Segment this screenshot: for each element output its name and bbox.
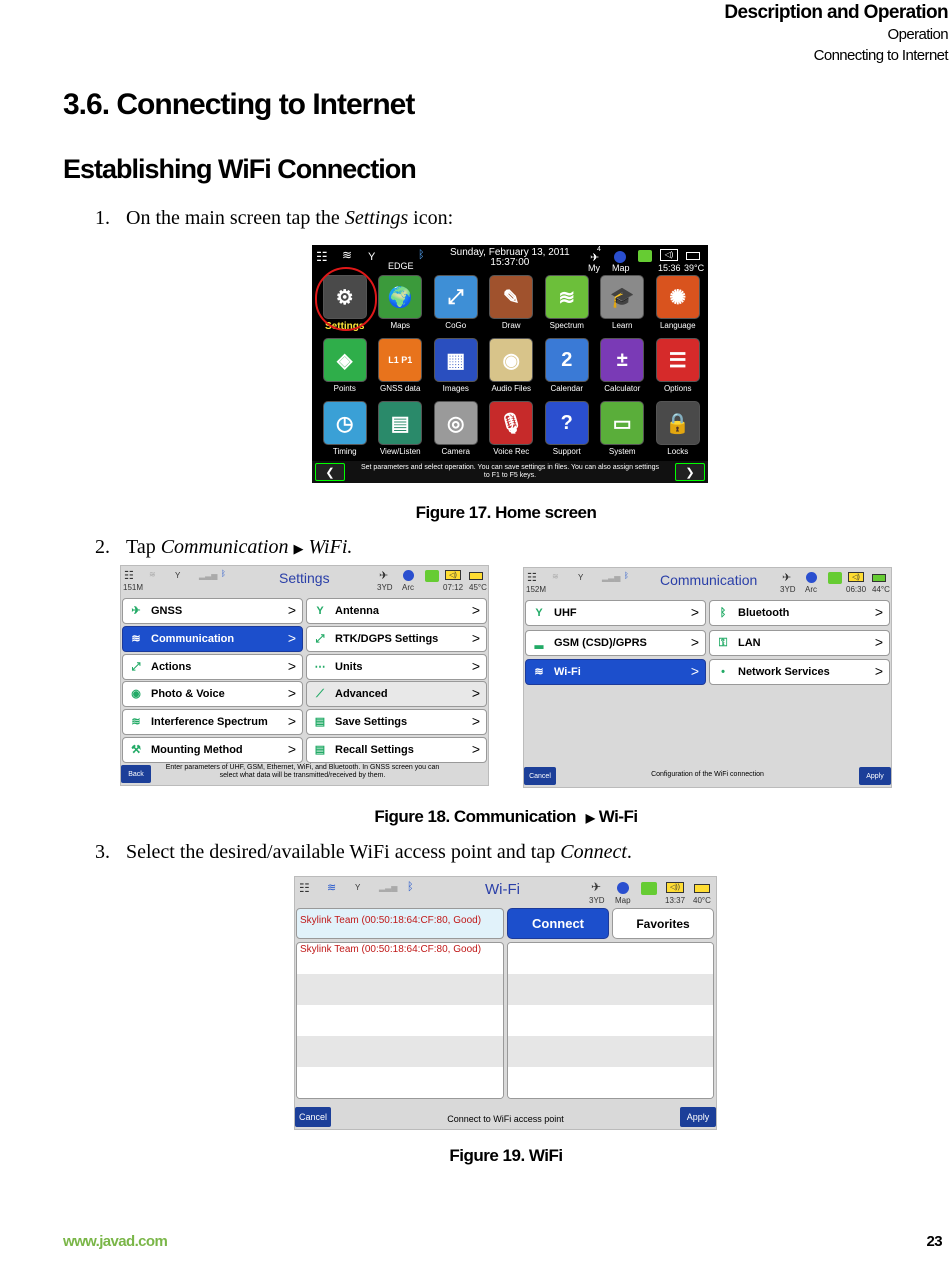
- chevron-right-icon: >: [690, 633, 699, 650]
- app-label: Camera: [441, 447, 470, 456]
- app-images[interactable]: [428, 338, 484, 396]
- status-toggle-icon: [638, 250, 652, 262]
- date-text: Sunday, February 13, 2011: [450, 247, 570, 258]
- actions-icon: ⤢: [131, 660, 141, 673]
- apply-button[interactable]: Apply: [680, 1107, 716, 1127]
- chevron-right-icon: >: [471, 741, 480, 757]
- app-label: Images: [442, 384, 469, 393]
- status-toggle-icon: [641, 882, 657, 895]
- network-icon: ☷: [527, 572, 537, 584]
- step-2: [95, 536, 352, 559]
- step-text: On the main screen tap the: [126, 207, 345, 229]
- menu-item-save-settings[interactable]: [306, 709, 487, 735]
- app-language[interactable]: [650, 275, 706, 333]
- satellite-icon: ✈: [590, 252, 600, 264]
- menu-item-units[interactable]: [306, 654, 487, 680]
- arc-label: Arc: [805, 585, 817, 594]
- speaker-icon: ◁)): [666, 882, 684, 893]
- interference-spectrum-icon: ≋: [131, 716, 141, 729]
- app-timing[interactable]: [317, 401, 373, 459]
- lan-icon: ⚿: [718, 636, 728, 649]
- app-label: Locks: [667, 447, 689, 456]
- chevron-right-icon: >: [874, 633, 883, 650]
- chevron-right-icon: >: [471, 713, 480, 730]
- menu-item-interference-spectrum[interactable]: [122, 709, 303, 735]
- app-draw[interactable]: [484, 275, 540, 333]
- language-icon: ✺: [656, 275, 700, 319]
- satellite-icon: ✈: [591, 880, 602, 894]
- step-emphasis: Connect: [560, 841, 627, 863]
- app-label: CoGo: [445, 321, 467, 330]
- back-button[interactable]: Back: [121, 765, 151, 783]
- bluetooth-icon: ᛒ: [407, 881, 414, 893]
- app-label: Voice Rec: [493, 447, 530, 456]
- app-points[interactable]: [317, 338, 373, 396]
- temperature-text: 39°C: [684, 263, 705, 273]
- page-number: 23: [926, 1233, 942, 1250]
- map-icon: [617, 882, 629, 894]
- status-toggle-icon: [828, 572, 842, 584]
- learn-icon: 🎓: [600, 275, 644, 319]
- network-icon: ☷: [124, 570, 134, 582]
- clock-text: 13:37: [665, 896, 686, 905]
- arrow-right-icon: ▶: [293, 541, 304, 556]
- footer-url[interactable]: www.javad.com: [63, 1233, 168, 1250]
- menu-item-antenna[interactable]: [306, 598, 487, 624]
- voice-rec-icon: 🎙: [489, 401, 533, 445]
- arc-icon: [806, 572, 817, 583]
- menu-item-wi-fi[interactable]: [525, 659, 706, 685]
- mounting-method-icon: ⚒: [131, 744, 141, 756]
- app-gnss-data[interactable]: [373, 338, 429, 396]
- antenna-icon: Y: [175, 571, 181, 580]
- app-label: Calculator: [604, 384, 641, 393]
- my-label: My: [588, 263, 600, 273]
- communication-panel-figure: [523, 567, 892, 788]
- step-emphasis: Settings: [344, 207, 409, 229]
- figure-17-caption: Figure 17. Home screen: [415, 503, 597, 522]
- menu-item-recall-settings[interactable]: [306, 737, 487, 763]
- app-label: Draw: [501, 321, 521, 330]
- temperature-text: 45°C: [469, 583, 487, 592]
- chevron-right-icon: >: [690, 663, 699, 679]
- list-item: [297, 974, 503, 1005]
- menu-item-label: Antenna: [335, 605, 379, 617]
- menu-item-photo-voice[interactable]: [122, 681, 303, 707]
- settings-footer: [121, 761, 488, 785]
- step-emphasis: Communication: [160, 536, 289, 558]
- wifi-panel-figure: [294, 876, 717, 1130]
- network-icon: ☷: [299, 881, 310, 895]
- cancel-button[interactable]: Cancel: [295, 1107, 331, 1127]
- section-title: 3.6. Connecting to Internet: [63, 88, 415, 121]
- battery-icon: [694, 884, 710, 893]
- battery-icon: [686, 252, 700, 260]
- app-label: Audio Files: [491, 384, 532, 393]
- wi-fi-icon: ≋: [534, 666, 544, 678]
- clock-text: 15:36: [658, 263, 681, 273]
- menu-item-label: Bluetooth: [738, 607, 790, 619]
- wifi-footer: [295, 1103, 716, 1129]
- bluetooth-icon: ᛒ: [418, 249, 425, 261]
- points-icon: ◈: [323, 338, 367, 382]
- sats-label: 3YD: [377, 583, 393, 592]
- app-view-listen[interactable]: [373, 401, 429, 459]
- system-icon: ▭: [600, 401, 644, 445]
- menu-item-network-services[interactable]: [709, 659, 890, 685]
- home-status-bar: [312, 245, 708, 272]
- chevron-right-icon: >: [874, 663, 883, 679]
- antenna-icon: Y: [368, 251, 376, 263]
- app-label: Options: [663, 384, 692, 393]
- menu-item-label: LAN: [738, 636, 761, 649]
- panel-title: Communication: [660, 572, 758, 588]
- access-point-item[interactable]: Skylink Team (00:50:18:64:CF:80, Good): [300, 944, 482, 955]
- bluetooth-icon: ᛒ: [719, 607, 727, 619]
- units-icon: ⋯: [314, 660, 326, 673]
- battery-icon: [469, 572, 483, 580]
- antenna-icon: Y: [578, 573, 584, 582]
- app-spectrum[interactable]: [539, 275, 595, 333]
- uhf-icon: Y: [535, 607, 543, 619]
- menu-item-mounting-method[interactable]: [122, 737, 303, 763]
- wifi-icon: ≋: [327, 882, 337, 894]
- draw-icon: ✎: [489, 275, 533, 319]
- chevron-right-icon: >: [287, 602, 296, 618]
- menu-item-label: Photo & Voice: [151, 688, 225, 701]
- step-text: Tap: [126, 536, 161, 558]
- app-locks[interactable]: [650, 401, 706, 459]
- figure-18-caption: [0, 807, 950, 827]
- menu-item-label: GSM (CSD)/GPRS: [554, 636, 647, 649]
- connect-button[interactable]: Connect: [507, 908, 609, 939]
- save-settings-icon: ▤: [314, 716, 326, 729]
- settings-hint-text: Enter parameters of UHF, GSM, Ethernet, WiFi, and Bluetooth. In GNSS screen you can select what data will be transmitted/received by them.: [165, 764, 440, 779]
- app-voice-rec[interactable]: [484, 401, 540, 459]
- memory-label: 152M: [526, 585, 547, 594]
- figure-19-caption: Figure 19. WiFi: [449, 1146, 563, 1165]
- antenna-icon: Y: [316, 605, 324, 617]
- chevron-right-icon: >: [690, 604, 699, 620]
- wifi-icon: ≋: [552, 572, 559, 581]
- app-calculator[interactable]: [595, 338, 651, 396]
- signal-icon: ▂▃▅: [602, 573, 621, 582]
- step-number: 1.: [95, 207, 110, 229]
- settings-panel-figure: [120, 565, 489, 786]
- camera-icon: ◎: [434, 401, 478, 445]
- bluetooth-icon: ᛒ: [624, 571, 629, 580]
- maps-icon: 🌍: [378, 275, 422, 319]
- app-label: Settings: [325, 321, 365, 332]
- gnss-data-icon: L1 P1: [378, 338, 422, 382]
- menu-item-label: Actions: [151, 660, 192, 673]
- speaker-icon: ◁): [445, 570, 461, 580]
- favorites-button[interactable]: Favorites: [612, 908, 714, 939]
- app-learn[interactable]: [595, 275, 651, 333]
- prev-page-button[interactable]: [315, 463, 345, 481]
- clock-text: 07:12: [443, 583, 464, 592]
- favorites-list: [507, 942, 714, 1099]
- network-icon: ☷: [316, 249, 328, 264]
- signal-icon: ▂▃▅: [199, 571, 218, 580]
- next-page-button[interactable]: [675, 463, 705, 481]
- app-label: Timing: [332, 447, 357, 456]
- chevron-right-icon: ❯: [685, 466, 695, 479]
- edge-label: EDGE: [388, 261, 414, 271]
- arrow-right-icon: ▶: [580, 811, 595, 825]
- list-item: [508, 1067, 713, 1098]
- recall-settings-icon: ▤: [314, 744, 326, 756]
- app-camera[interactable]: [428, 401, 484, 459]
- menu-item-label: Mounting Method: [151, 744, 243, 756]
- advanced-icon: ⟋: [316, 688, 324, 701]
- chevron-right-icon: >: [287, 657, 296, 674]
- clock-text: 06:30: [846, 585, 867, 594]
- locks-icon: 🔒: [656, 401, 700, 445]
- app-label: Spectrum: [549, 321, 584, 330]
- chevron-right-icon: >: [471, 685, 480, 702]
- chevron-right-icon: >: [874, 604, 883, 620]
- step-3: [95, 841, 632, 864]
- calendar-icon: 2: [545, 338, 589, 382]
- chevron-right-icon: >: [471, 629, 480, 646]
- menu-item-lan[interactable]: [709, 630, 890, 656]
- running-header: [724, 2, 948, 66]
- satellite-count: 4: [597, 246, 601, 253]
- timing-icon: ◷: [323, 401, 367, 445]
- menu-item-label: RTK/DGPS Settings: [335, 632, 439, 645]
- comm-hint-text: Configuration of the WiFi connection: [651, 771, 764, 778]
- chevron-right-icon: >: [287, 629, 296, 646]
- map-label: Map: [615, 896, 631, 905]
- app-system[interactable]: [595, 401, 651, 459]
- support-icon: ?: [545, 401, 589, 445]
- memory-label: 151M: [123, 583, 144, 592]
- photo-voice-icon: ◉: [131, 688, 141, 701]
- menu-item-uhf[interactable]: [525, 600, 706, 626]
- app-label: Language: [659, 321, 696, 330]
- menu-item-gsm-csd-gprs[interactable]: [525, 630, 706, 656]
- menu-item-label: Advanced: [335, 688, 388, 701]
- menu-item-communication[interactable]: [122, 626, 303, 652]
- panel-title: Wi-Fi: [485, 881, 520, 898]
- app-label: Points: [333, 384, 356, 393]
- menu-item-gnss[interactable]: [122, 598, 303, 624]
- audio-files-icon: ◉: [489, 338, 533, 382]
- app-maps[interactable]: [373, 275, 429, 333]
- home-hint-bar: [312, 461, 708, 483]
- sats-label: 3YD: [780, 585, 796, 594]
- communication-icon: ≋: [131, 632, 141, 645]
- settings-highlight-circle: [315, 267, 377, 331]
- subsection-title: Establishing WiFi Connection: [63, 154, 416, 184]
- calculator-icon: ±: [600, 338, 644, 382]
- gsm-csd-gprs-icon: ▂: [534, 636, 544, 649]
- apply-button[interactable]: Apply: [859, 767, 891, 785]
- wifi-status-bar: [295, 877, 716, 905]
- app-options[interactable]: [650, 338, 706, 396]
- menu-item-label: Recall Settings: [335, 744, 414, 756]
- caption-text: Figure 18. Communication: [374, 807, 576, 826]
- header-section: Operation: [887, 26, 948, 43]
- step-text: Select the desired/available WiFi access point and tap: [126, 841, 561, 863]
- menu-item-label: Units: [335, 660, 363, 673]
- app-support[interactable]: [539, 401, 595, 459]
- rtk-dgps-settings-icon: ⤢: [315, 632, 325, 645]
- step-emphasis: WiFi.: [308, 536, 353, 558]
- panel-title: Settings: [279, 570, 330, 586]
- options-icon: ☰: [656, 338, 700, 382]
- cancel-button[interactable]: Cancel: [524, 767, 556, 785]
- cogo-icon: ⤢: [434, 275, 478, 319]
- header-chapter: Description and Operation: [724, 2, 948, 23]
- selected-access-point-field[interactable]: Skylink Team (00:50:18:64:CF:80, Good): [296, 908, 504, 939]
- wifi-icon: ≋: [342, 248, 353, 262]
- menu-item-label: Network Services: [738, 666, 830, 678]
- chevron-right-icon: >: [287, 741, 296, 757]
- wifi-icon: ≋: [149, 570, 156, 579]
- chevron-left-icon: ❮: [325, 466, 335, 479]
- satellite-icon: ✈: [379, 570, 389, 582]
- menu-item-label: GNSS: [151, 605, 183, 617]
- chevron-right-icon: >: [287, 713, 296, 730]
- step-number: 3.: [95, 841, 110, 863]
- temperature-text: 40°C: [693, 896, 711, 905]
- app-label: Support: [552, 447, 581, 456]
- home-hint-text: Set parameters and select operation. You can save settings in files. You can also assign settings to F1 to F5 keys.: [360, 464, 660, 479]
- app-label: GNSS data: [380, 384, 421, 393]
- battery-icon: [872, 574, 886, 582]
- app-cogo[interactable]: [428, 275, 484, 333]
- bluetooth-icon: ᛒ: [221, 569, 226, 578]
- step-number: 2.: [95, 536, 110, 558]
- app-calendar[interactable]: [539, 338, 595, 396]
- comm-status-bar: [524, 568, 891, 596]
- menu-item-actions[interactable]: [122, 654, 303, 680]
- menu-item-label: Communication: [151, 632, 235, 645]
- app-label: Calendar: [550, 384, 583, 393]
- arc-icon: [403, 570, 414, 581]
- menu-item-label: Wi-Fi: [554, 666, 581, 678]
- list-item: [508, 974, 713, 1005]
- network-services-icon: •: [721, 666, 725, 678]
- menu-item-bluetooth[interactable]: [709, 600, 890, 626]
- menu-item-label: UHF: [554, 607, 577, 619]
- speaker-icon: ◁): [848, 572, 864, 582]
- home-date: [450, 248, 570, 268]
- spectrum-icon: ≋: [545, 275, 589, 319]
- app-label: System: [608, 447, 636, 456]
- time-text: 15:37:00: [490, 257, 530, 268]
- menu-item-label: Save Settings: [335, 716, 408, 729]
- menu-item-rtk-dgps-settings[interactable]: [306, 626, 487, 652]
- speaker-icon: ◁): [660, 249, 678, 261]
- menu-item-label: Interference Spectrum: [151, 716, 268, 729]
- satellite-icon: ✈: [782, 572, 792, 584]
- list-item: [508, 1005, 713, 1036]
- map-icon: [614, 251, 626, 263]
- home-screen-figure: [312, 245, 708, 483]
- app-label: Learn: [612, 321, 633, 330]
- app-label: View/Listen: [379, 447, 421, 456]
- list-item: [508, 943, 713, 974]
- comm-footer: [524, 763, 891, 787]
- wifi-hint-text: Connect to WiFi access point: [447, 1114, 564, 1124]
- list-item: [297, 1036, 503, 1067]
- arc-label: Arc: [402, 583, 414, 592]
- signal-icon: ▂▃▅: [379, 883, 398, 892]
- step-text: .: [626, 841, 632, 863]
- view-listen-icon: ▤: [378, 401, 422, 445]
- chevron-right-icon: >: [471, 602, 480, 618]
- list-item: [508, 1036, 713, 1067]
- chevron-right-icon: >: [471, 657, 480, 674]
- images-icon: ▦: [434, 338, 478, 382]
- app-audio-files[interactable]: [484, 338, 540, 396]
- app-label: Maps: [390, 321, 411, 330]
- settings-status-bar: [121, 566, 488, 594]
- access-point-list: [296, 942, 504, 1099]
- antenna-icon: Y: [355, 883, 361, 892]
- caption-text: Wi-Fi: [598, 807, 638, 826]
- map-label: Map: [612, 263, 630, 273]
- step-text: icon:: [408, 207, 454, 229]
- menu-item-advanced[interactable]: [306, 681, 487, 707]
- step-1: [95, 207, 453, 230]
- chevron-right-icon: >: [287, 685, 296, 702]
- sats-label: 3YD: [589, 896, 605, 905]
- header-subsection: Connecting to Internet: [813, 47, 948, 64]
- list-item: [297, 1067, 503, 1098]
- status-toggle-icon: [425, 570, 439, 582]
- settings-icon: ⚙: [323, 275, 367, 319]
- temperature-text: 44°C: [872, 585, 890, 594]
- list-item: [297, 1005, 503, 1036]
- gnss-icon: ✈: [131, 605, 141, 617]
